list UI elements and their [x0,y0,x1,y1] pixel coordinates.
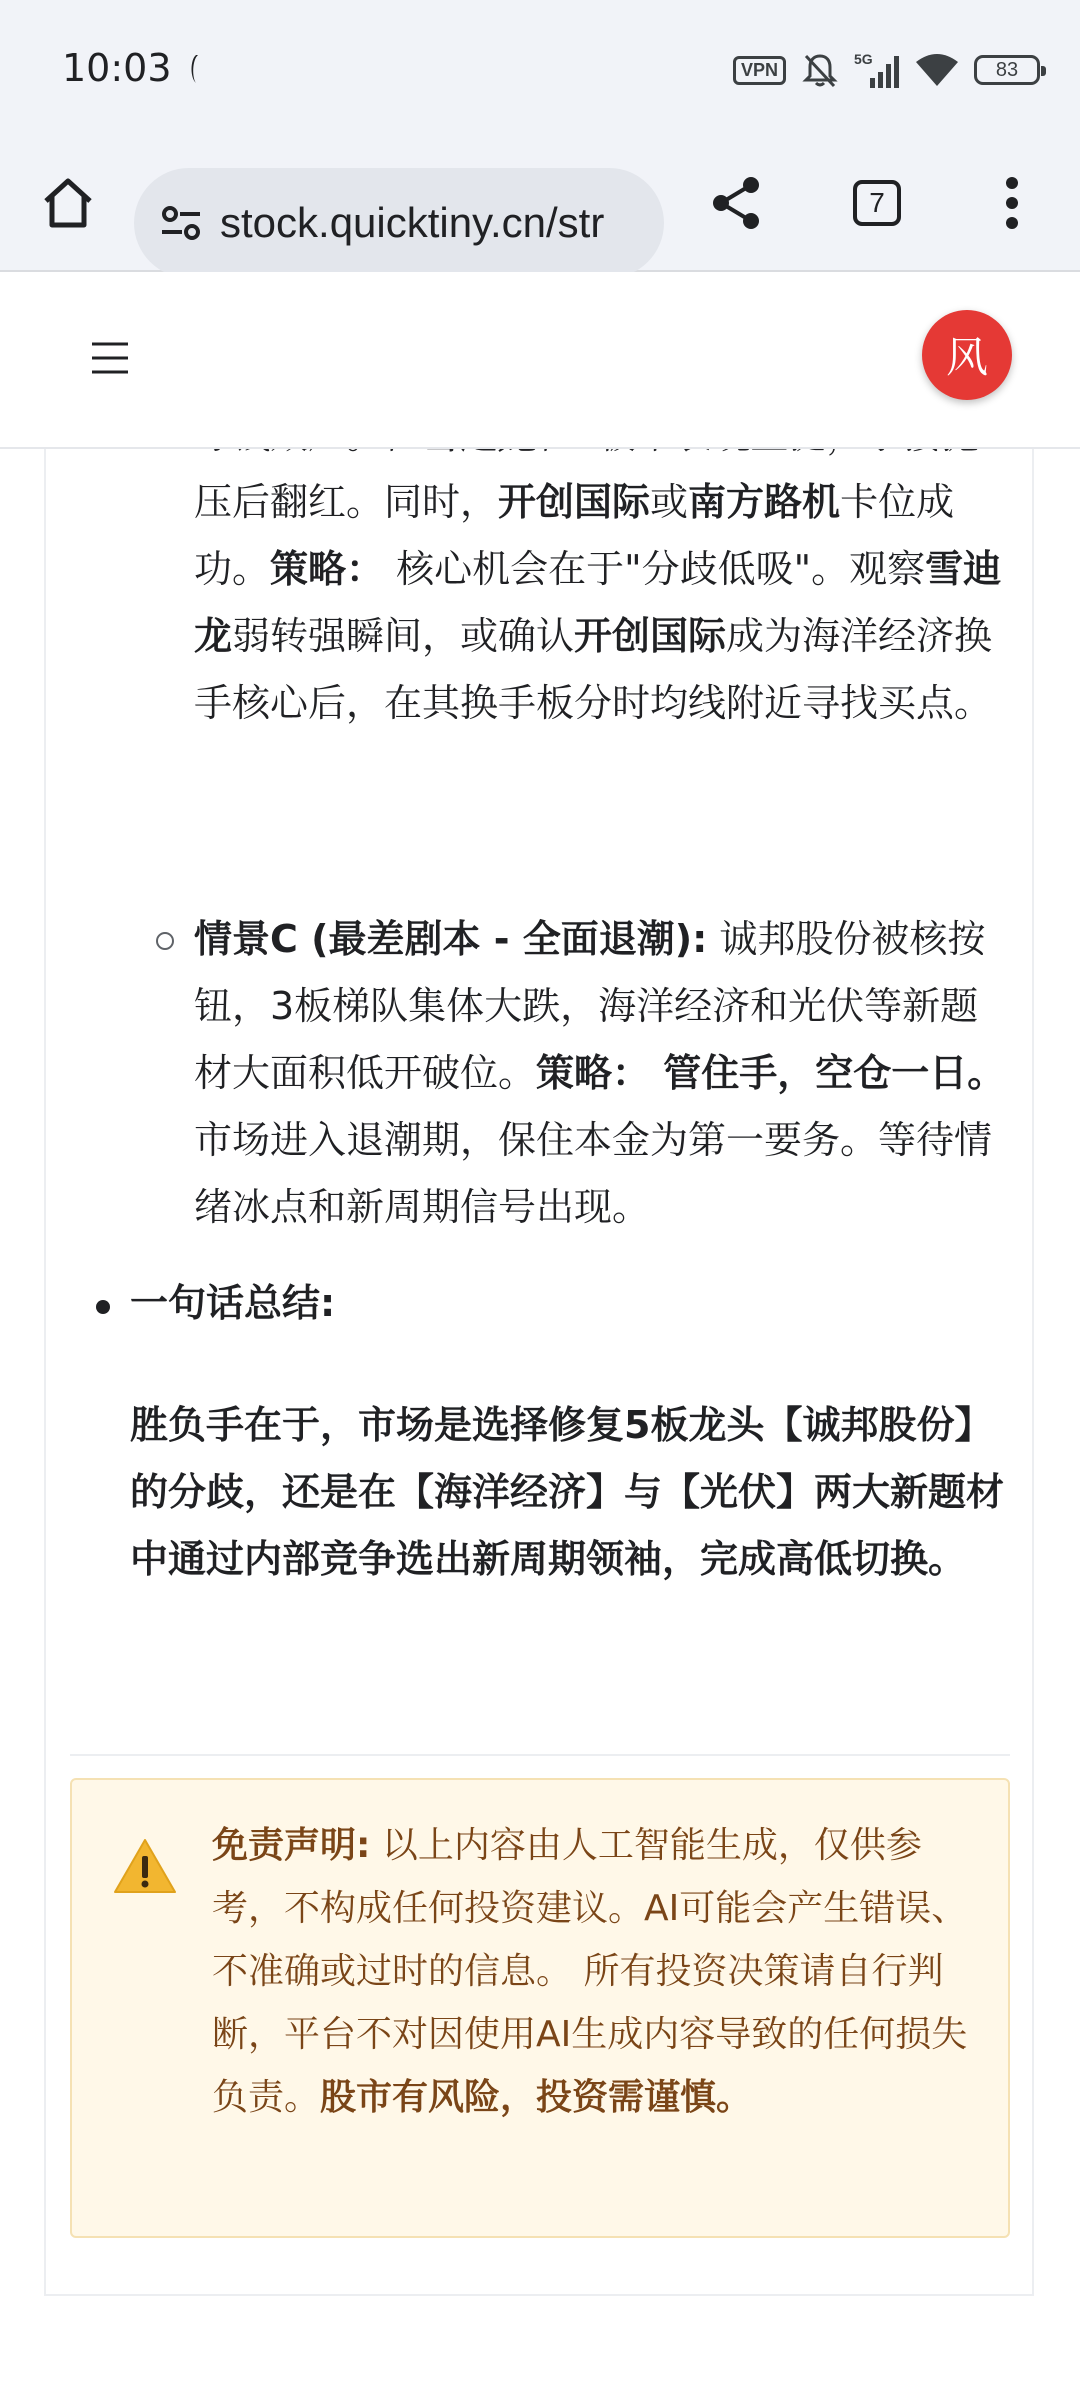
disclaimer-label: 免责声明: [212,1825,371,1866]
status-bar [0,0,1080,135]
dnd-moon-icon [186,52,206,86]
disclaimer-text [212,1814,982,2129]
browser-toolbar [0,135,1080,272]
text: 或 [650,480,689,524]
analysis-card [44,300,1034,2296]
site-header [0,272,1080,449]
user-avatar[interactable]: 风 [922,310,1012,400]
tab-switcher-icon: 7 [853,180,901,226]
stock-name: 南方路机 [688,480,841,524]
hamburger-menu-icon[interactable] [90,338,130,378]
more-vert-icon [1002,175,1022,231]
disclaimer-body: 以上内容由人工智能生成，仅供参考，不构成任何投资建议。AI可能会产生错误、不准确或过时的信息。 所有投资决策请自行判断，平台不对因使用AI生成内容导致的任何损失负责。 [212,1825,968,2118]
mute-icon [800,50,840,90]
more-menu-button[interactable] [984,135,1040,270]
list-bullet-dot [96,1300,110,1314]
text: 诚邦股份被核按钮，3板梯队集体大跌，海洋经济和光伏等新题材大面积低开破位。 [194,917,986,1095]
scenario-c-title: 情景C (最差剧本 - 全面退潮): [194,917,708,961]
divider [70,1754,1010,1756]
disclaimer-box [70,1778,1010,2238]
strategy-label: 策略： 管住手，空仓一日。 [536,1051,1006,1095]
text: 核心机会在于"分歧低吸"。观察 [384,547,926,591]
list-bullet-circle [156,932,174,950]
home-button[interactable] [28,135,108,270]
network-type-label: 5G [854,51,873,67]
warning-icon [112,1836,178,1896]
url-text: stock.quicktiny.cn/str [220,199,605,246]
address-bar[interactable] [134,168,664,278]
share-button[interactable] [700,135,774,270]
text: 市场进入退潮期，保住本金为第一要务。等待情绪冰点和新周期信号出现。 [194,1118,993,1229]
stock-name: 雪迪龙 [194,547,1002,658]
disclaimer-emphasis: 股市有风险，投资需谨慎。 [320,2077,753,2118]
summary-text: 胜负手在于，市场是选择修复5板龙头【诚邦股份】的分歧，还是在【海洋经济】与【光伏】两大新题材中通过内部竞争选出新周期领袖，完成高低切换。 [130,1403,1005,1581]
signal-icon [854,50,900,90]
home-icon [38,173,98,233]
text: 成为海洋经济换手核心后，在其换手板分时均线附近寻找买点。 [194,614,993,725]
strategy-label: 策略： [270,547,385,591]
stock-name: 开创国际 [574,614,727,658]
site-settings-icon[interactable] [156,198,206,248]
scenario-b-continued [194,402,1014,737]
vpn-badge: VPN [733,56,786,85]
status-time: 10:03 [62,46,172,90]
battery-indicator: 83 [974,55,1040,85]
stock-name: 开创国际 [498,480,651,524]
text: 弱转强瞬间，或确认 [232,614,575,658]
tab-switcher-button[interactable] [840,135,914,270]
text: 卡位成功。 [194,480,955,591]
summary-label: 一句话总结: [130,1281,336,1325]
text: 压后翻红。同时， [194,480,499,524]
wifi-icon [914,50,960,90]
scenario-c-item [194,906,1014,1241]
status-icons [733,48,1040,92]
share-icon [707,173,767,233]
